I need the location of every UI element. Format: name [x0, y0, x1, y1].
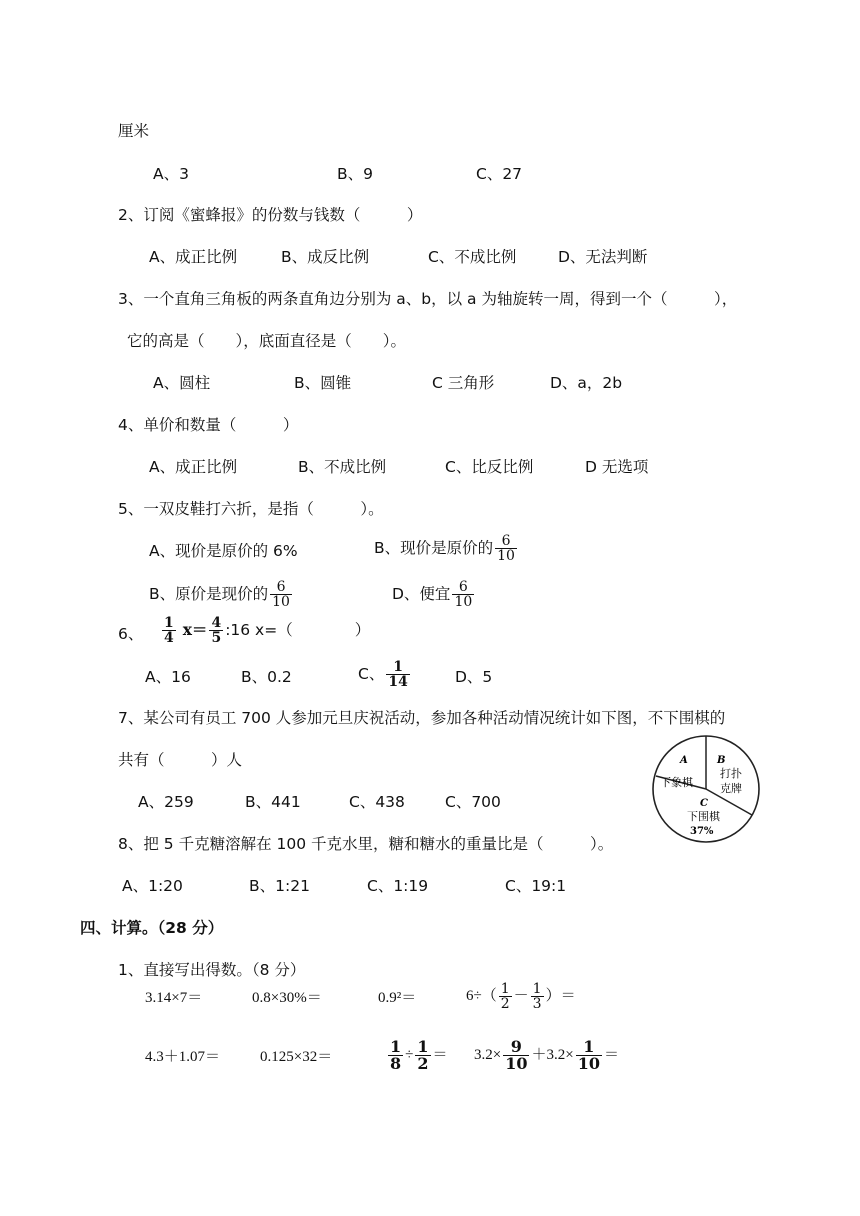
activity-pie-chart: [650, 732, 762, 846]
q8-option-c: C、1:19: [367, 877, 429, 895]
fraction: $\frac{1}{2}$: [417, 1037, 429, 1073]
calc-r2-item1: 4.3＋1.07＝: [145, 1049, 221, 1065]
pie-b-label-2: 克牌: [720, 782, 742, 795]
calc-r1-item2: 0.8×30%＝: [252, 990, 322, 1006]
q5-option-d-text: D、便宜: [392, 585, 451, 603]
fraction: $\frac{1}{3}$: [532, 981, 542, 1012]
q3-stem-line2: 它的高是（ ），底面直径是（ ）。: [127, 332, 407, 350]
fraction: $\frac{4}{5}$: [211, 615, 222, 646]
section-4-title: 四、计算。（28 分）: [80, 919, 224, 937]
q7-option-d: C、700: [445, 793, 501, 811]
q8-stem: 8、把 5 千克糖溶解在 100 千克水里，糖和糖水的重量比是（ ）。: [118, 835, 614, 853]
q3-stem-line1: 3、一个直角三角板的两条直角边分别为 a、b，以 a 为轴旋转一周，得到一个（ ），: [118, 290, 738, 308]
q8-option-a: A、1:20: [122, 877, 183, 895]
q6-option-b: B、0.2: [241, 668, 292, 686]
q6-option-d: D、5: [455, 668, 493, 686]
q3-option-a: A、圆柱: [153, 374, 211, 392]
q6-equation: [160, 616, 370, 645]
fraction: $\frac{1}{14}$: [388, 659, 408, 690]
fraction: $\frac{6}{10}$: [454, 579, 473, 610]
fraction: $\frac{6}{10}$: [497, 533, 515, 564]
q1-option-c: C、27: [476, 165, 523, 183]
q5-option-b2: [149, 580, 294, 609]
q2-option-b: B、成反比例: [281, 248, 370, 266]
q4-option-c: C、比反比例: [445, 458, 534, 476]
calc-r1-item1: 3.14×7＝: [145, 990, 203, 1006]
q6-option-c: [358, 660, 412, 689]
fraction: $\frac{1}{4}$: [164, 615, 174, 646]
q2-option-d: D、无法判断: [558, 248, 648, 266]
q3-option-b: B、圆锥: [294, 374, 352, 392]
q2-option-a: A、成正比例: [149, 248, 238, 266]
fraction: $\frac{9}{10}$: [505, 1037, 528, 1073]
q5-option-b2-text: B、原价是现价的: [149, 585, 269, 603]
q8-option-b: B、1:21: [249, 877, 310, 895]
q2-stem: 2、订阅《蜜蜂报》的份数与钱数（ ）: [118, 206, 423, 224]
q3-option-c: C 三角形: [432, 374, 495, 392]
q6-option-c-text: C、: [358, 665, 385, 683]
calc-r2-item2: 0.125×32＝: [260, 1049, 333, 1065]
q6-option-a: A、16: [145, 668, 191, 686]
q1-option-a: A、3: [153, 165, 189, 183]
q7-option-a: A、259: [138, 793, 194, 811]
q7-stem-line1: 7、某公司有员工 700 人参加元旦庆祝活动，参加各种活动情况统计如下图，不下围棋的: [118, 709, 726, 727]
pie-c-label: 下围棋: [687, 810, 720, 823]
q6-tail: :16 x=（ ）: [225, 621, 371, 639]
q7-option-b: B、441: [245, 793, 301, 811]
q7-stem-line2: 共有（ ）人: [118, 751, 243, 769]
q8-option-d: C、19:1: [505, 877, 567, 895]
q5-option-b1-text: B、现价是原价的: [374, 539, 494, 557]
q4-option-b: B、不成比例: [298, 458, 387, 476]
fraction: $\frac{1}{8}$: [390, 1037, 402, 1073]
q3-option-d: D、a，2b: [550, 374, 623, 392]
q7-option-c: C、438: [349, 793, 405, 811]
pie-b-letter: B: [717, 755, 726, 766]
fraction: $\frac{1}{10}$: [577, 1037, 600, 1073]
q5-option-a: A、现价是原价的 6%: [149, 542, 298, 560]
fraction: $\frac{1}{2}$: [500, 981, 510, 1012]
pie-b-label-1: 打扑: [720, 767, 742, 780]
fraction: $\frac{6}{10}$: [272, 579, 290, 610]
q5-option-b1: [374, 534, 519, 563]
q6-label: 6、: [118, 625, 144, 643]
section-4-q1: 1、直接写出得数。（8 分）: [118, 961, 306, 979]
calc-r2-item4: 3.2× $\frac{9}{10}$ ＋3.2× $\frac{1}{10}$ ＝: [474, 1037, 619, 1073]
calc-r1-item4: 6÷（ $\frac{1}{2}$ － $\frac{1}{3}$ ）＝: [466, 981, 576, 1012]
q2-option-c: C、不成比例: [428, 248, 517, 266]
q4-option-a: A、成正比例: [149, 458, 238, 476]
calc-r2-item3: $\frac{1}{8}$ ÷ $\frac{1}{2}$ ＝: [390, 1037, 448, 1073]
q1-tail: 厘米: [118, 122, 150, 140]
pie-a-label: 下象棋: [660, 776, 693, 789]
pie-c-letter: C: [700, 798, 708, 809]
q4-option-d: D 无选项: [585, 458, 649, 476]
calc-r1-item3: 0.9²＝: [378, 990, 417, 1006]
q1-option-b: B、9: [337, 165, 373, 183]
q5-option-d: [392, 580, 476, 609]
q6-x-eq: x＝: [182, 620, 208, 639]
q4-stem: 4、单价和数量（ ）: [118, 416, 299, 434]
q5-stem: 5、一双皮鞋打六折，是指（ ）。: [118, 500, 384, 518]
pie-a-letter: A: [680, 755, 688, 766]
pie-c-percent: 37%: [690, 826, 714, 837]
